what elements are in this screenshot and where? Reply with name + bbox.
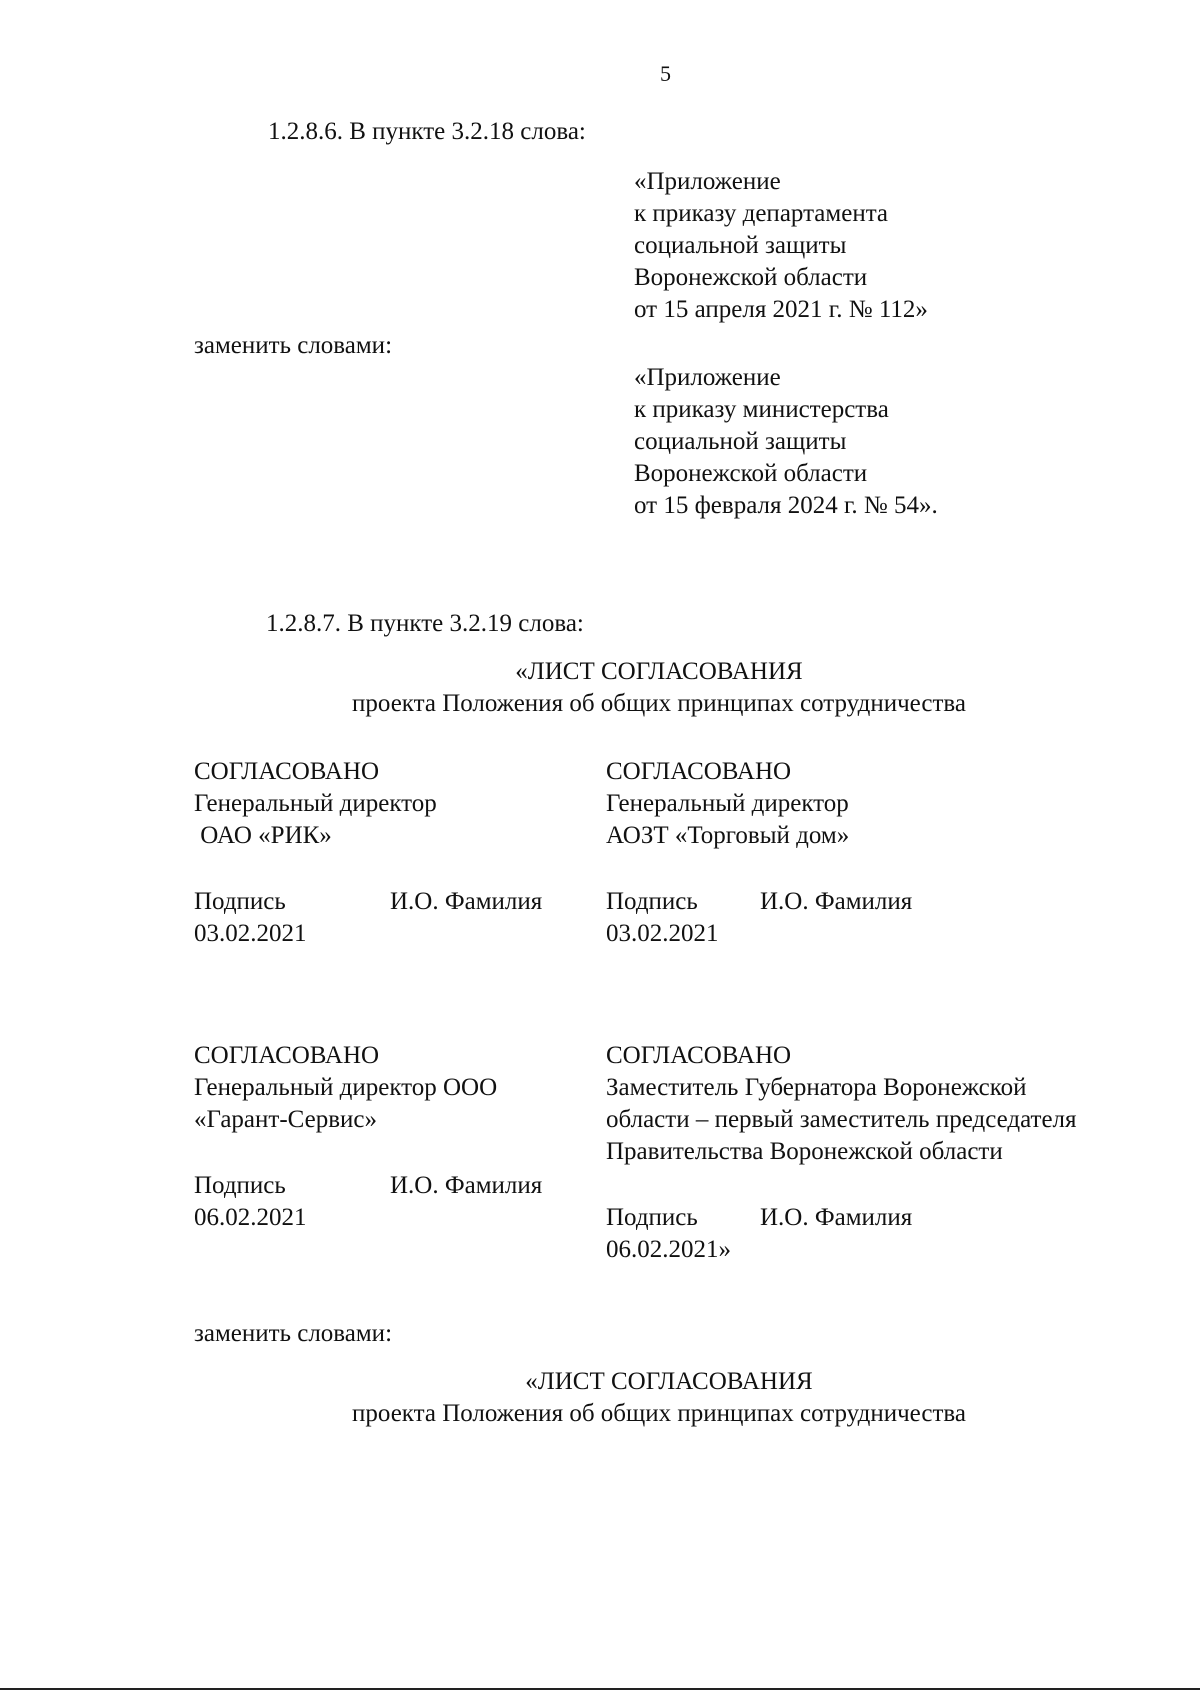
- signatory-position: Генеральный директор: [194, 790, 437, 817]
- signatory-organization: «Гарант-Сервис»: [194, 1106, 378, 1133]
- approval-block-garant-service: [194, 1040, 497, 1136]
- approval-status: СОГЛАСОВАНО: [194, 1042, 380, 1069]
- signature-label: Подпись: [194, 888, 286, 915]
- approval-date: 06.02.2021: [194, 1204, 307, 1231]
- caption-line: от 15 апреля 2021 г. № 112»: [634, 296, 928, 323]
- signatory-name: И.О. Фамилия: [390, 888, 543, 915]
- old-attachment-caption: [634, 166, 928, 326]
- approval-status: СОГЛАСОВАНО: [606, 758, 792, 785]
- caption-line: от 15 февраля 2024 г. № 54».: [634, 492, 938, 519]
- caption-line: к приказу министерства: [634, 396, 889, 423]
- new-approval-sheet-subtitle: проекта Положения об общих принципах сотрудничества: [352, 1400, 966, 1427]
- approval-date: 06.02.2021»: [606, 1236, 731, 1263]
- signatory-organization: Правительства Воронежской области: [606, 1138, 1003, 1165]
- caption-line: «Приложение: [634, 168, 781, 195]
- signatory-position: Генеральный директор: [606, 790, 849, 817]
- page-number: 5: [660, 61, 671, 86]
- signatory-organization: АОЗТ «Торговый дом»: [606, 822, 850, 849]
- signatory-name: И.О. Фамилия: [760, 1204, 913, 1231]
- signature-label: Подпись: [606, 1204, 698, 1231]
- signatory-name: И.О. Фамилия: [760, 888, 913, 915]
- approval-sheet-title: «ЛИСТ СОГЛАСОВАНИЯ: [515, 658, 803, 685]
- page-bottom-edge: [0, 1688, 1200, 1690]
- item-1-2-8-6-heading: 1.2.8.6. В пункте 3.2.18 слова:: [268, 118, 586, 145]
- caption-line: «Приложение: [634, 364, 781, 391]
- replace-label: заменить словами:: [194, 332, 393, 359]
- caption-line: социальной защиты: [634, 428, 847, 455]
- new-approval-sheet-title: «ЛИСТ СОГЛАСОВАНИЯ: [525, 1368, 813, 1395]
- signatory-position: области – первый заместитель председателя: [606, 1106, 1077, 1133]
- approval-block-vice-governor: [606, 1040, 1077, 1168]
- caption-line: социальной защиты: [634, 232, 847, 259]
- signatory-name: И.О. Фамилия: [390, 1172, 543, 1199]
- signatory-position: Генеральный директор ООО: [194, 1074, 498, 1101]
- item-1-2-8-7-heading: 1.2.8.7. В пункте 3.2.19 слова:: [266, 610, 584, 637]
- approval-status: СОГЛАСОВАНО: [606, 1042, 792, 1069]
- signatory-organization: ОАО «РИК»: [194, 822, 332, 849]
- approval-status: СОГЛАСОВАНО: [194, 758, 380, 785]
- signature-label: Подпись: [194, 1172, 286, 1199]
- approval-block-aozt-trade-house: [606, 756, 849, 852]
- approval-block-oao-rik: [194, 756, 437, 852]
- approval-date: 03.02.2021: [606, 920, 719, 947]
- caption-line: Воронежской области: [634, 264, 868, 291]
- caption-line: к приказу департамента: [634, 200, 889, 227]
- signatory-position: Заместитель Губернатора Воронежской: [606, 1074, 1027, 1101]
- new-attachment-caption: [634, 362, 938, 522]
- signature-label: Подпись: [606, 888, 698, 915]
- caption-line: Воронежской области: [634, 460, 868, 487]
- replace-label: заменить словами:: [194, 1320, 393, 1347]
- approval-sheet-subtitle: проекта Положения об общих принципах сотрудничества: [352, 690, 966, 717]
- approval-date: 03.02.2021: [194, 920, 307, 947]
